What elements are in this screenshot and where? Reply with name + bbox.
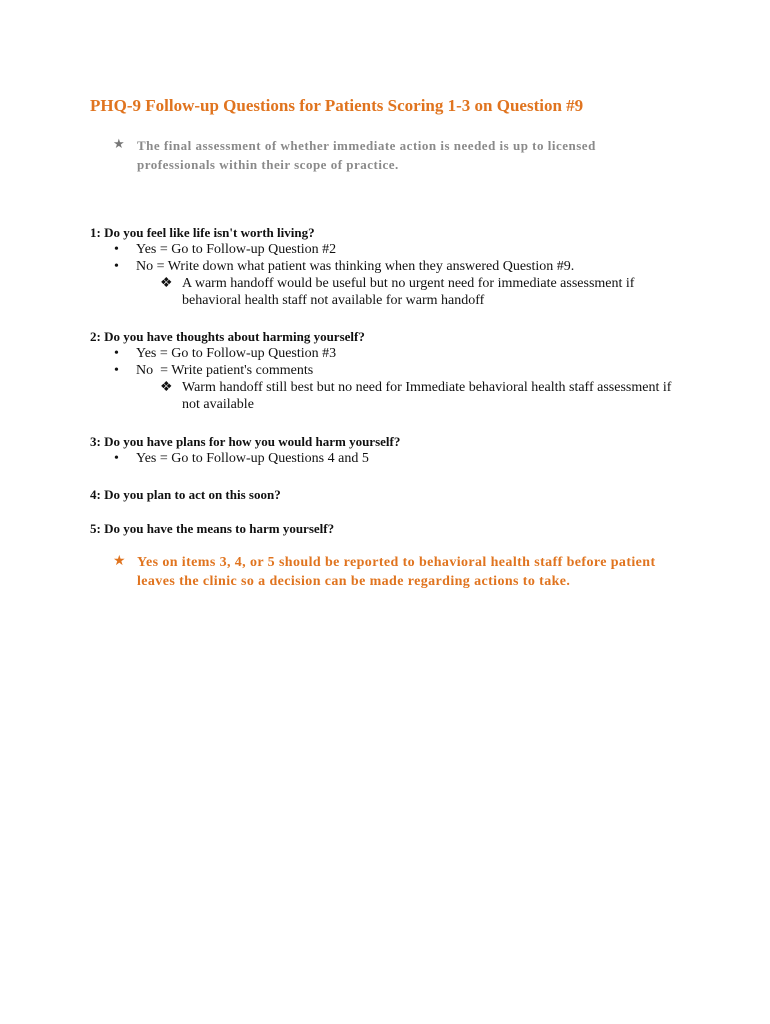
final-note-text: Yes on items 3, 4, or 5 should be reported to behavioral health staff before patient leaves the clinic so a decision can be made regarding actions to take. xyxy=(137,555,656,589)
question-heading: 1: Do you feel like life isn't worth living? xyxy=(90,225,315,240)
intro-note-text: The final assessment of whether immediate action is needed is up to licensed professionals within their scope of practice. xyxy=(137,138,596,172)
question-block-2 xyxy=(90,328,690,413)
bullet-dot-icon: • xyxy=(114,242,119,257)
question-heading: 2: Do you have thoughts about harming yourself? xyxy=(90,329,365,344)
answer-list xyxy=(90,450,690,467)
sub-note-text: A warm handoff would be useful but no urgent need for immediate assessment if behavioral health staff not available for warm handoff xyxy=(182,276,635,308)
answer-text: No = Write patient's comments xyxy=(136,363,314,378)
bullet-dot-icon: • xyxy=(114,451,119,466)
question-heading: 5: Do you have the means to harm yourself? xyxy=(90,521,335,536)
sub-note xyxy=(90,379,690,413)
question-block-1 xyxy=(90,224,690,309)
question-block-4 xyxy=(90,486,690,503)
answer-item xyxy=(90,450,690,467)
intro-note xyxy=(113,136,673,174)
answer-item xyxy=(90,241,690,258)
answer-item xyxy=(90,258,690,275)
bullet-dot-icon: • xyxy=(114,259,119,274)
answer-item xyxy=(90,345,690,362)
sub-note-text: Warm handoff still best but no need for Immediate behavioral health staff assessment if not available xyxy=(182,380,672,412)
final-note xyxy=(113,553,683,591)
answer-item xyxy=(90,362,690,379)
question-heading: 4: Do you plan to act on this soon? xyxy=(90,487,281,502)
page-title: PHQ-9 Follow-up Questions for Patients Scoring 1-3 on Question #9 xyxy=(90,96,584,115)
diamond-bullet-icon: ❖ xyxy=(160,380,173,395)
answer-list xyxy=(90,241,690,275)
answer-text: Yes = Go to Follow-up Question #3 xyxy=(136,346,337,361)
bullet-dot-icon: • xyxy=(114,363,119,378)
answer-text: Yes = Go to Follow-up Questions 4 and 5 xyxy=(136,451,369,466)
diamond-bullet-icon: ❖ xyxy=(160,276,173,291)
star-icon: ★ xyxy=(113,554,126,569)
sub-note xyxy=(90,275,690,309)
bullet-dot-icon: • xyxy=(114,346,119,361)
answer-text: Yes = Go to Follow-up Question #2 xyxy=(136,242,337,257)
answer-list xyxy=(90,345,690,379)
question-block-3 xyxy=(90,433,690,467)
question-block-5 xyxy=(90,520,690,537)
answer-text: No = Write down what patient was thinking when they answered Question #9. xyxy=(136,259,575,274)
question-heading: 3: Do you have plans for how you would harm yourself? xyxy=(90,434,401,449)
star-icon: ★ xyxy=(113,136,125,151)
